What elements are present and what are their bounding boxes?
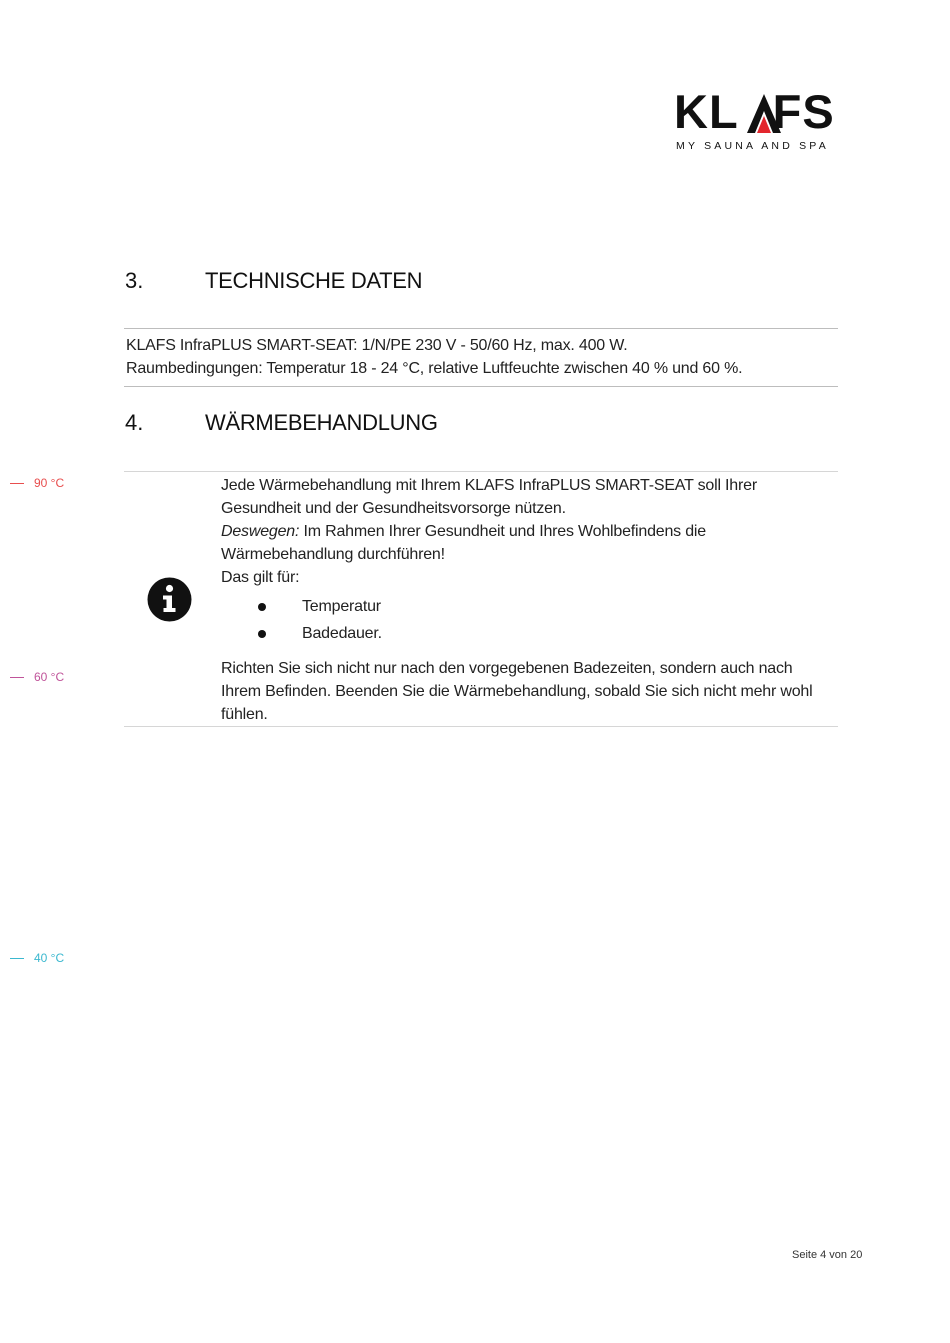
section4-number: 4.: [125, 410, 144, 435]
bullet-icon: [258, 603, 266, 611]
list-item: [221, 620, 831, 647]
temp-tick: [10, 483, 24, 484]
temp-tick: [10, 958, 24, 959]
room-conditions-line: Raumbedingungen: Temperatur 18 - 24 °C, relative Luftfeuchte zwischen 40 % und 60 %.: [126, 360, 743, 377]
bullet-list: [221, 593, 831, 647]
info-emphasis-paragraph: [221, 520, 831, 566]
logo-tagline: MY SAUNA AND SPA: [676, 140, 829, 152]
temp-label: 60 °C: [34, 670, 65, 684]
temp-label: 40 °C: [34, 951, 65, 965]
section3-title: TECHNISCHE DATEN: [205, 268, 423, 293]
divider: [124, 471, 838, 472]
tech-spec-line: KLAFS InfraPLUS SMART-SEAT: 1/N/PE 230 V - 50/60 Hz, max. 400 W.: [126, 337, 628, 354]
list-item: [221, 593, 831, 620]
logo-word-left: KL: [674, 85, 739, 138]
info-content: [221, 474, 831, 726]
temp-label: 90 °C: [34, 476, 65, 490]
temp-tick: [10, 677, 24, 678]
emphasis-label: Deswegen:: [221, 523, 300, 540]
list-intro: Das gilt für:: [221, 569, 300, 586]
section3-number: 3.: [125, 268, 144, 293]
logo-word-right: FS: [772, 85, 835, 138]
logo-triangle-icon: [746, 92, 782, 134]
divider: [124, 386, 838, 387]
temp-marker-40: [10, 951, 64, 965]
temp-marker-60: [10, 670, 64, 684]
divider: [124, 328, 838, 329]
bullet-icon: [258, 630, 266, 638]
list-item-text: Badedauer.: [302, 625, 382, 642]
page-number: Seite 4 von 20: [792, 1249, 863, 1261]
klafs-logo: [672, 86, 838, 156]
temp-marker-90: [10, 476, 64, 490]
emphasis-text: Im Rahmen Ihrer Gesundheit und Ihres Wohlbefindens die Wärmebehandlung durchführen!: [221, 523, 706, 563]
info-paragraph: Jede Wärmebehandlung mit Ihrem KLAFS InfraPLUS SMART-SEAT soll Ihrer Gesundheit und der Gesundheitsvorsorge nützen.: [221, 477, 757, 517]
list-item-text: Temperatur: [302, 598, 381, 615]
info-paragraph: Richten Sie sich nicht nur nach den vorgegebenen Badezeiten, sondern auch nach Ihrem Befinden. Beenden Sie die Wärmebehandlung, sobald Sie sich nicht mehr wohl fühlen.: [221, 660, 813, 723]
divider: [124, 726, 838, 727]
info-icon: [147, 577, 192, 622]
section4-title: WÄRMEBEHANDLUNG: [205, 410, 438, 435]
